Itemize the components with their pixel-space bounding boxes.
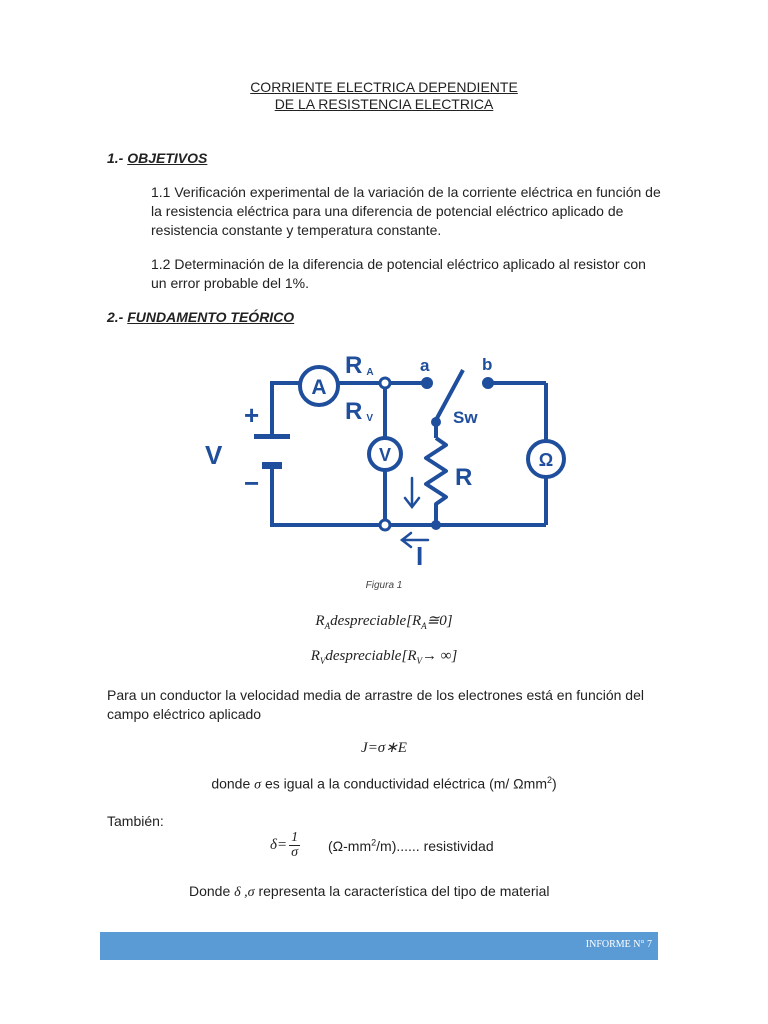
node-bottom-open [380, 520, 390, 530]
battery-short-plate [262, 462, 282, 469]
resistivity-line: δ= $\frac{1}{\sigma}$ $(\Omega-mm^2/m)$...... resistividad [270, 830, 494, 860]
conductivity-line: donde σ es igual a la conductividad eléctrica (m/ Ωmm$^2$) [211, 775, 557, 793]
battery-long-plate [254, 434, 290, 439]
current-label: I [416, 541, 424, 571]
circuit-diagram [195, 345, 575, 575]
switch-pivot [431, 417, 441, 427]
minus-label: − [244, 468, 260, 498]
velocity-paragraph: Para un conductor la velocidad media de arrastre de los electrones está en función del campo eléctrico aplicado [107, 687, 644, 722]
footer-bar [100, 932, 658, 960]
section-2-number: 2.- [107, 309, 128, 325]
down-arrow-icon [405, 478, 419, 507]
section-1-heading [107, 150, 207, 166]
ohmmeter-label: Ω [538, 450, 554, 470]
ammeter-label: A [311, 376, 327, 399]
node-b-label: b [482, 355, 493, 374]
resistor-zigzag [426, 438, 446, 525]
objective-1: 1.1 Verificación experimental de la variación de la corriente eléctrica en función de la resistencia eléctrica para una diferencia de potencial eléctrico aplicado de resistencia constante y temperatura constante. [151, 184, 661, 238]
resistor-label: R [455, 464, 473, 491]
objective-2: 1.2 Determinación de la diferencia de potencial eléctrico aplicado al resistor con un error probable del 1%. [151, 256, 646, 291]
rv-label: R V [345, 398, 374, 425]
equation-ra: $R_Adespreciable[R_A≅0]$ [315, 613, 453, 631]
equation-rv: $R_Vdespreciable[R_V\to$ ∞] [310, 648, 458, 666]
left-arrow-icon [402, 533, 428, 547]
tambien-label: También: [107, 813, 164, 829]
node-a-label: a [420, 356, 430, 375]
section-2-title: FUNDAMENTO TEÓRICO [127, 309, 295, 325]
title-line-2: DE LA RESISTENCIA ELECTRICA [274, 96, 494, 112]
section-1-number: 1.- [107, 150, 128, 166]
material-line: Donde δ ,σ representa la característica del tipo de material [189, 883, 550, 900]
node-b-dot [482, 377, 494, 389]
section-1-title: OBJETIVOS [127, 150, 208, 166]
plus-label: + [244, 400, 260, 430]
node-a-dot [421, 377, 433, 389]
document-title [0, 79, 768, 113]
equation-ohm: J=σ∗E [361, 740, 407, 756]
title-line-1: CORRIENTE ELECTRICA DEPENDIENTE [250, 79, 518, 95]
switch-label: Sw [453, 408, 478, 427]
node-bottom-dot [431, 520, 441, 530]
footer-label: INFORME N° 7 [585, 939, 652, 950]
voltmeter-label: V [378, 445, 392, 465]
source-label: V [205, 440, 223, 470]
figure-caption: Figura 1 [365, 580, 403, 591]
ra-label: R A [345, 352, 374, 379]
section-2-heading [107, 309, 294, 325]
node-ra-open [380, 378, 390, 388]
